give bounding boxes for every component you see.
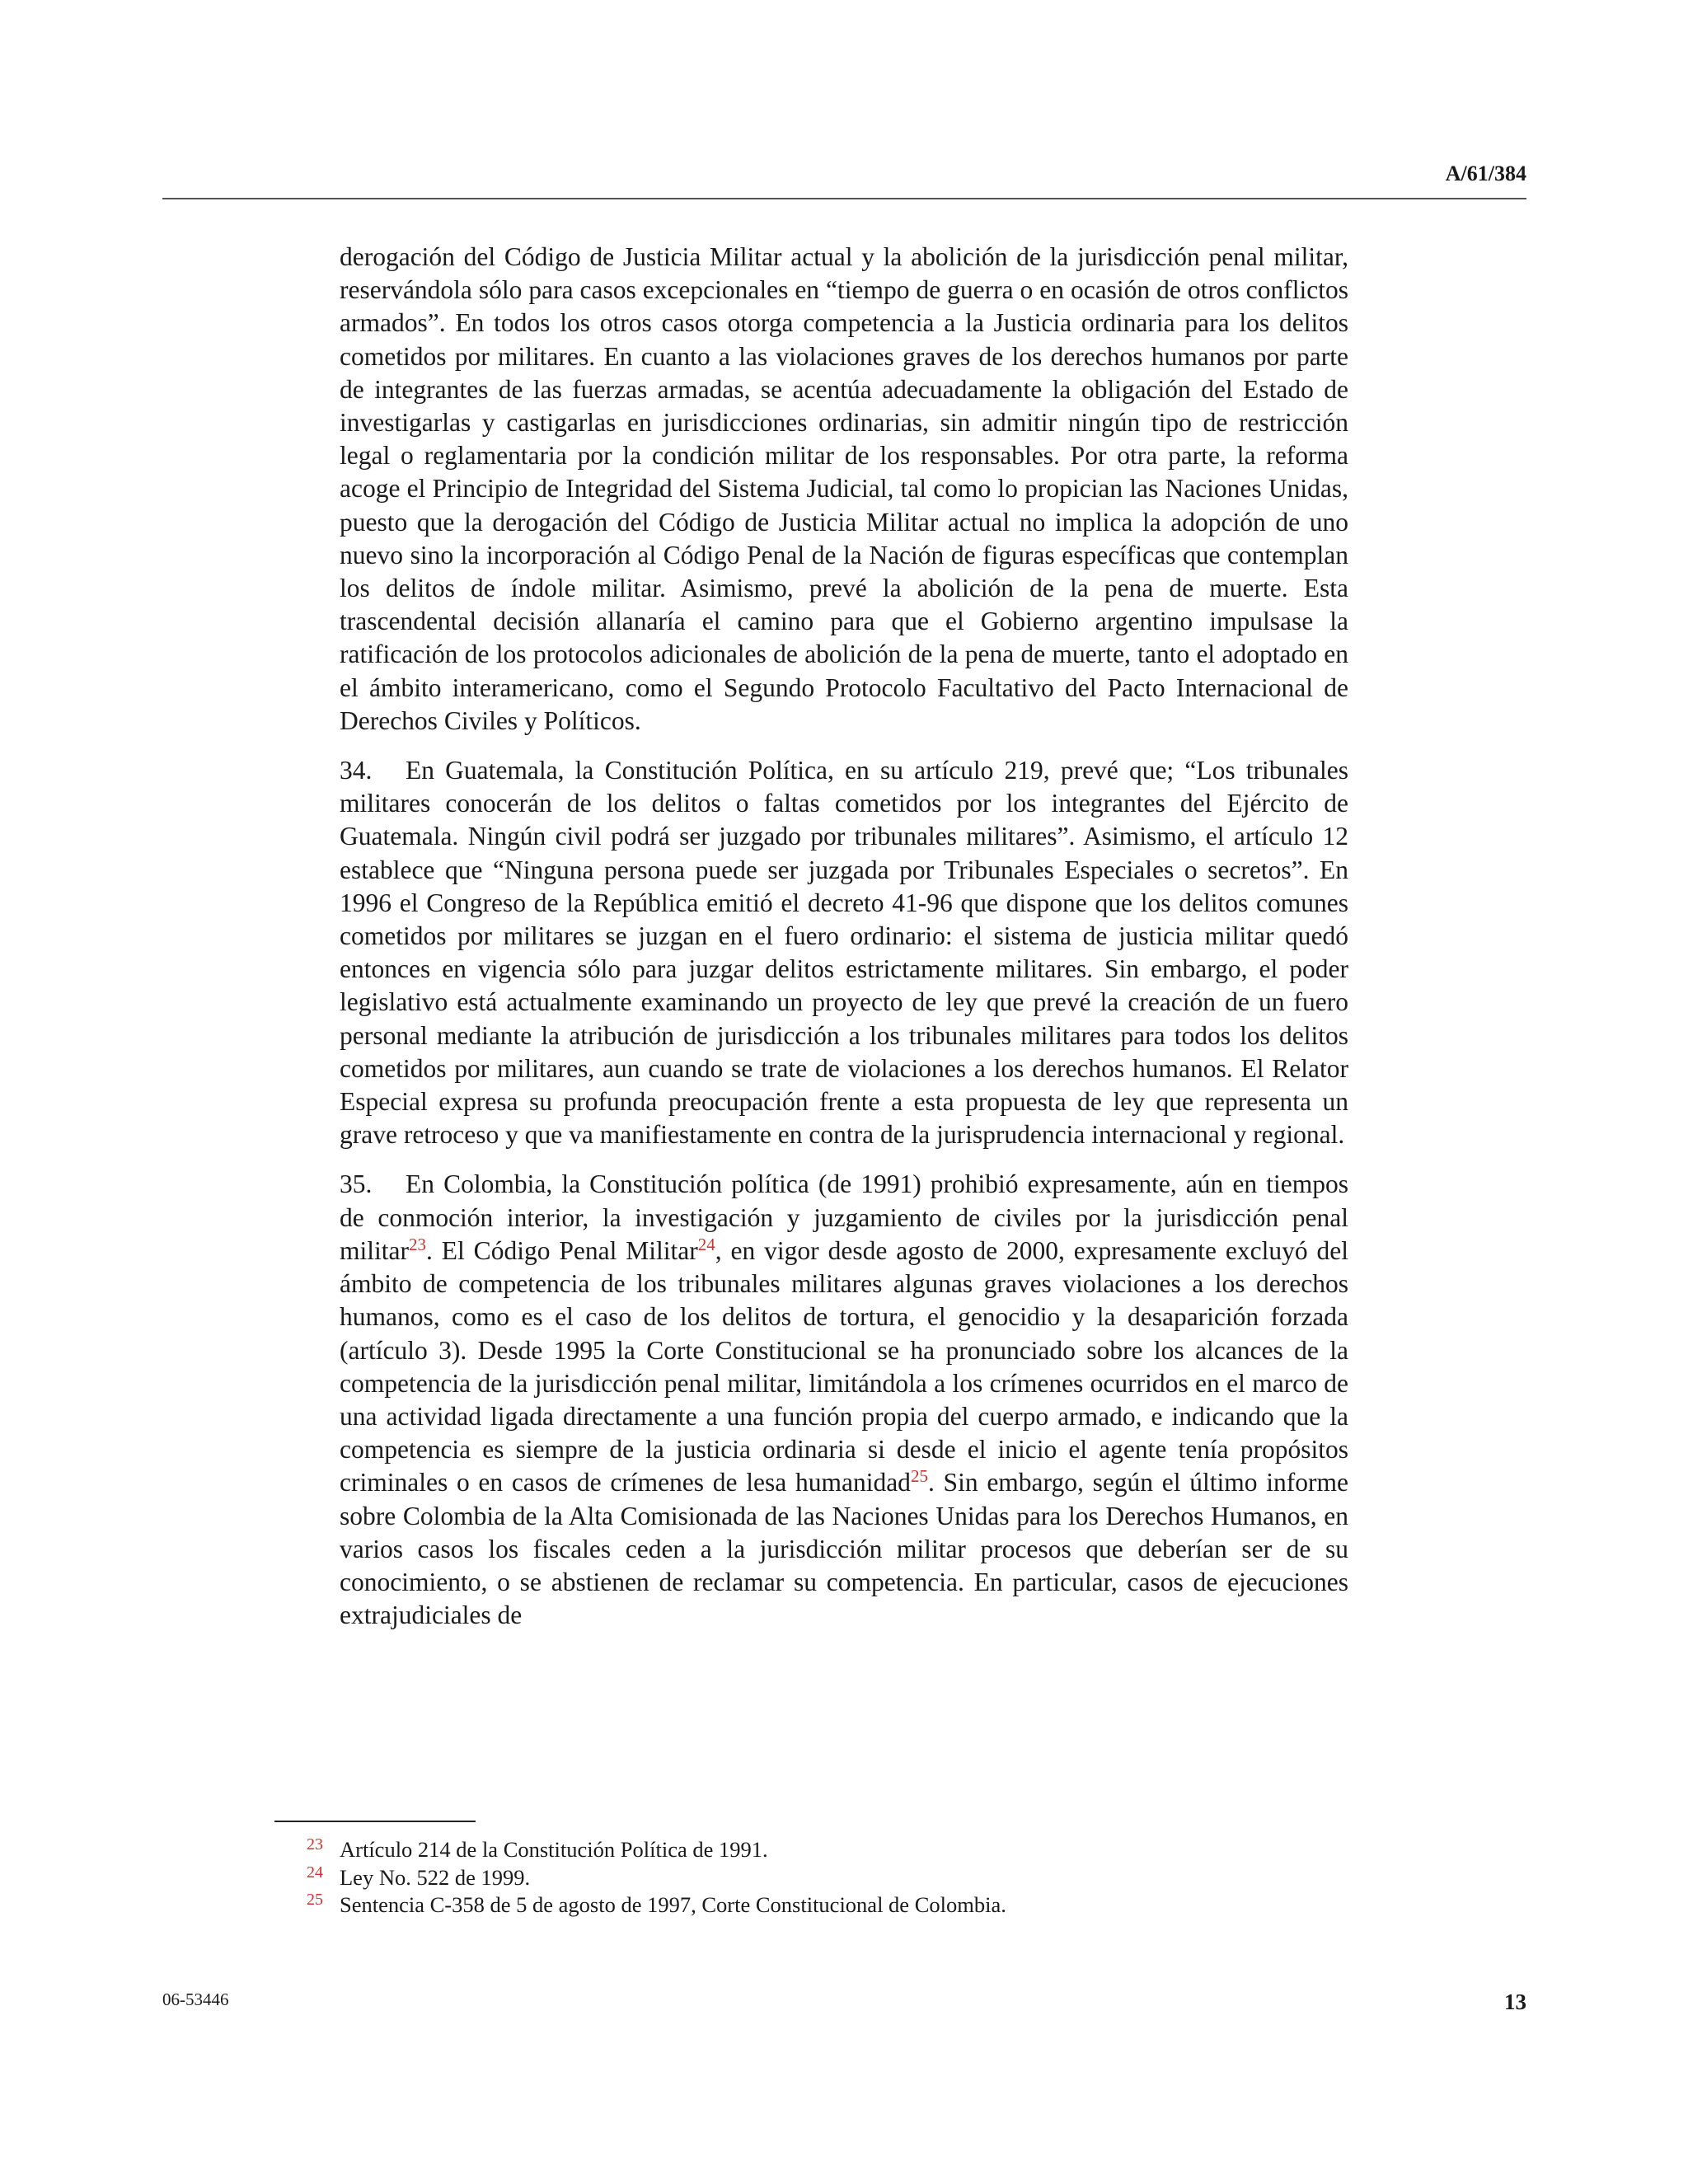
footnote-rule: [274, 1821, 476, 1822]
footnote-text: Sentencia C-358 de 5 de agosto de 1997, Corte Constitucional de Colombia.: [340, 1892, 1006, 1917]
paragraph-number: 35.: [340, 1169, 373, 1199]
paragraph-34: [340, 754, 1348, 1151]
footnote-ref-23[interactable]: 23: [408, 1234, 426, 1254]
footnote-number: 25: [307, 1891, 323, 1909]
paragraph-35: [340, 1168, 1348, 1632]
footnote-text: Ley No. 522 de 1999.: [340, 1864, 531, 1890]
paragraph-number: 34.: [340, 756, 373, 785]
footnote-24: [307, 1864, 1378, 1892]
footnote-23: [307, 1836, 1378, 1864]
paragraph-text: , en vigor desde agosto de 2000, expresamente excluyó del ámbito de competencia de los tribunales militares algunas graves violaciones a los derechos humanos, como es el caso de los delitos de tortura, el genocidio y la desaparición forzada (artículo 3). Desde 1995 la Corte Constitucional se ha pronunciado sobre los alcances de la competencia de la jurisdicción penal militar, limitándola a los crímenes ocurridos en el marco de una actividad ligada directamente a una función propia del cuerpo armado, e indicando que la competencia es siempre de la justicia ordinaria si desde el inicio el agente tenía propósitos criminales o en casos de crímenes de lesa humanidad: [340, 1235, 1348, 1497]
footnote-text: Artículo 214 de la Constitución Política de 1991.: [340, 1837, 768, 1862]
paragraph-text: En Colombia, la Constitución política (de 1991) prohibió expresamente, aún en tiempos de conmoción interior, la investigación y juzgamiento de civiles por la jurisdicción penal militar: [340, 1169, 1348, 1265]
header-rule: [162, 198, 1526, 199]
paragraph-text: . El Código Penal Militar: [425, 1235, 698, 1265]
document-symbol: A/61/384: [1445, 162, 1526, 185]
footnote-25: [307, 1891, 1378, 1919]
footnote-number: 23: [307, 1835, 323, 1854]
job-number: 06-53446: [162, 1990, 229, 2009]
footnote-ref-24[interactable]: 24: [697, 1234, 715, 1254]
footnote-ref-25[interactable]: 25: [910, 1466, 928, 1487]
paragraph-text: . Sin embargo, según el último informe sobre Colombia de la Alta Comisionada de las Naciones Unidas para los Derechos Humanos, en varios casos los fiscales ceden a la jurisdicción militar procesos que deberían ser de su conocimiento, o se abstienen de reclamar su competencia. En particular, casos de ejecuciones extrajudiciales de: [340, 1468, 1348, 1630]
paragraph-text: En Guatemala, la Constitución Política, en su artículo 219, prevé que; “Los tribunales militares conocerán de los delitos o faltas cometidos por los integrantes del Ejército de Guatemala. Ningún civil podrá ser juzgado por tribunales militares”. Asimismo, el artículo 12 establece que “Ninguna persona puede ser juzgada por Tribunales Especiales o secretos”. En 1996 el Congreso de la República emitió el decreto 41-96 que dispone que los delitos comunes cometidos por militares se juzgan en el fuero ordinario: el sistema de justicia militar quedó entonces en vigencia sólo para juzgar delitos estrictamente militares. Sin embargo, el poder legislativo está actualmente examinando un proyecto de ley que prevé la creación de un fuero personal mediante la atribución de jurisdicción a los tribunales militares para todos los delitos cometidos por militares, aun cuando se trate de violaciones a los derechos humanos. El Relator Especial expresa su profunda preocupación frente a esta propuesta de ley que representa un grave retroceso y que va manifiestamente en contra de la jurisprudencia internacional y regional.: [340, 756, 1348, 1150]
body-text: [340, 241, 1348, 1648]
page-number: 13: [1504, 1990, 1526, 2014]
footnotes: [307, 1836, 1378, 1919]
footnote-number: 24: [307, 1863, 323, 1882]
paragraph-continuation: derogación del Código de Justicia Militar actual y la abolición de la jurisdicción penal militar, reservándola sólo para casos excepcionales en “tiempo de guerra o en ocasión de otros conflictos armados”. En todos los otros casos otorga competencia a la Justicia ordinaria para los delitos cometidos por militares. En cuanto a las violaciones graves de los derechos humanos por parte de integrantes de las fuerzas armadas, se acentúa adecuadamente la obligación del Estado de investigarlas y castigarlas en jurisdicciones ordinarias, sin admitir ningún tipo de restricción legal o reglamentaria por la condición militar de los responsables. Por otra parte, la reforma acoge el Principio de Integridad del Sistema Judicial, tal como lo propician las Naciones Unidas, puesto que la derogación del Código de Justicia Militar actual no implica la adopción de uno nuevo sino la incorporación al Código Penal de la Nación de figuras específicas que contemplan los delitos de índole militar. Asimismo, prevé la abolición de la pena de muerte. Esta trascendental decisión allanaría el camino para que el Gobierno argentino impulsase la ratificación de los protocolos adicionales de abolición de la pena de muerte, tanto el adoptado en el ámbito interamericano, como el Segundo Protocolo Facultativo del Pacto Internacional de Derechos Civiles y Políticos.: [340, 242, 1348, 735]
